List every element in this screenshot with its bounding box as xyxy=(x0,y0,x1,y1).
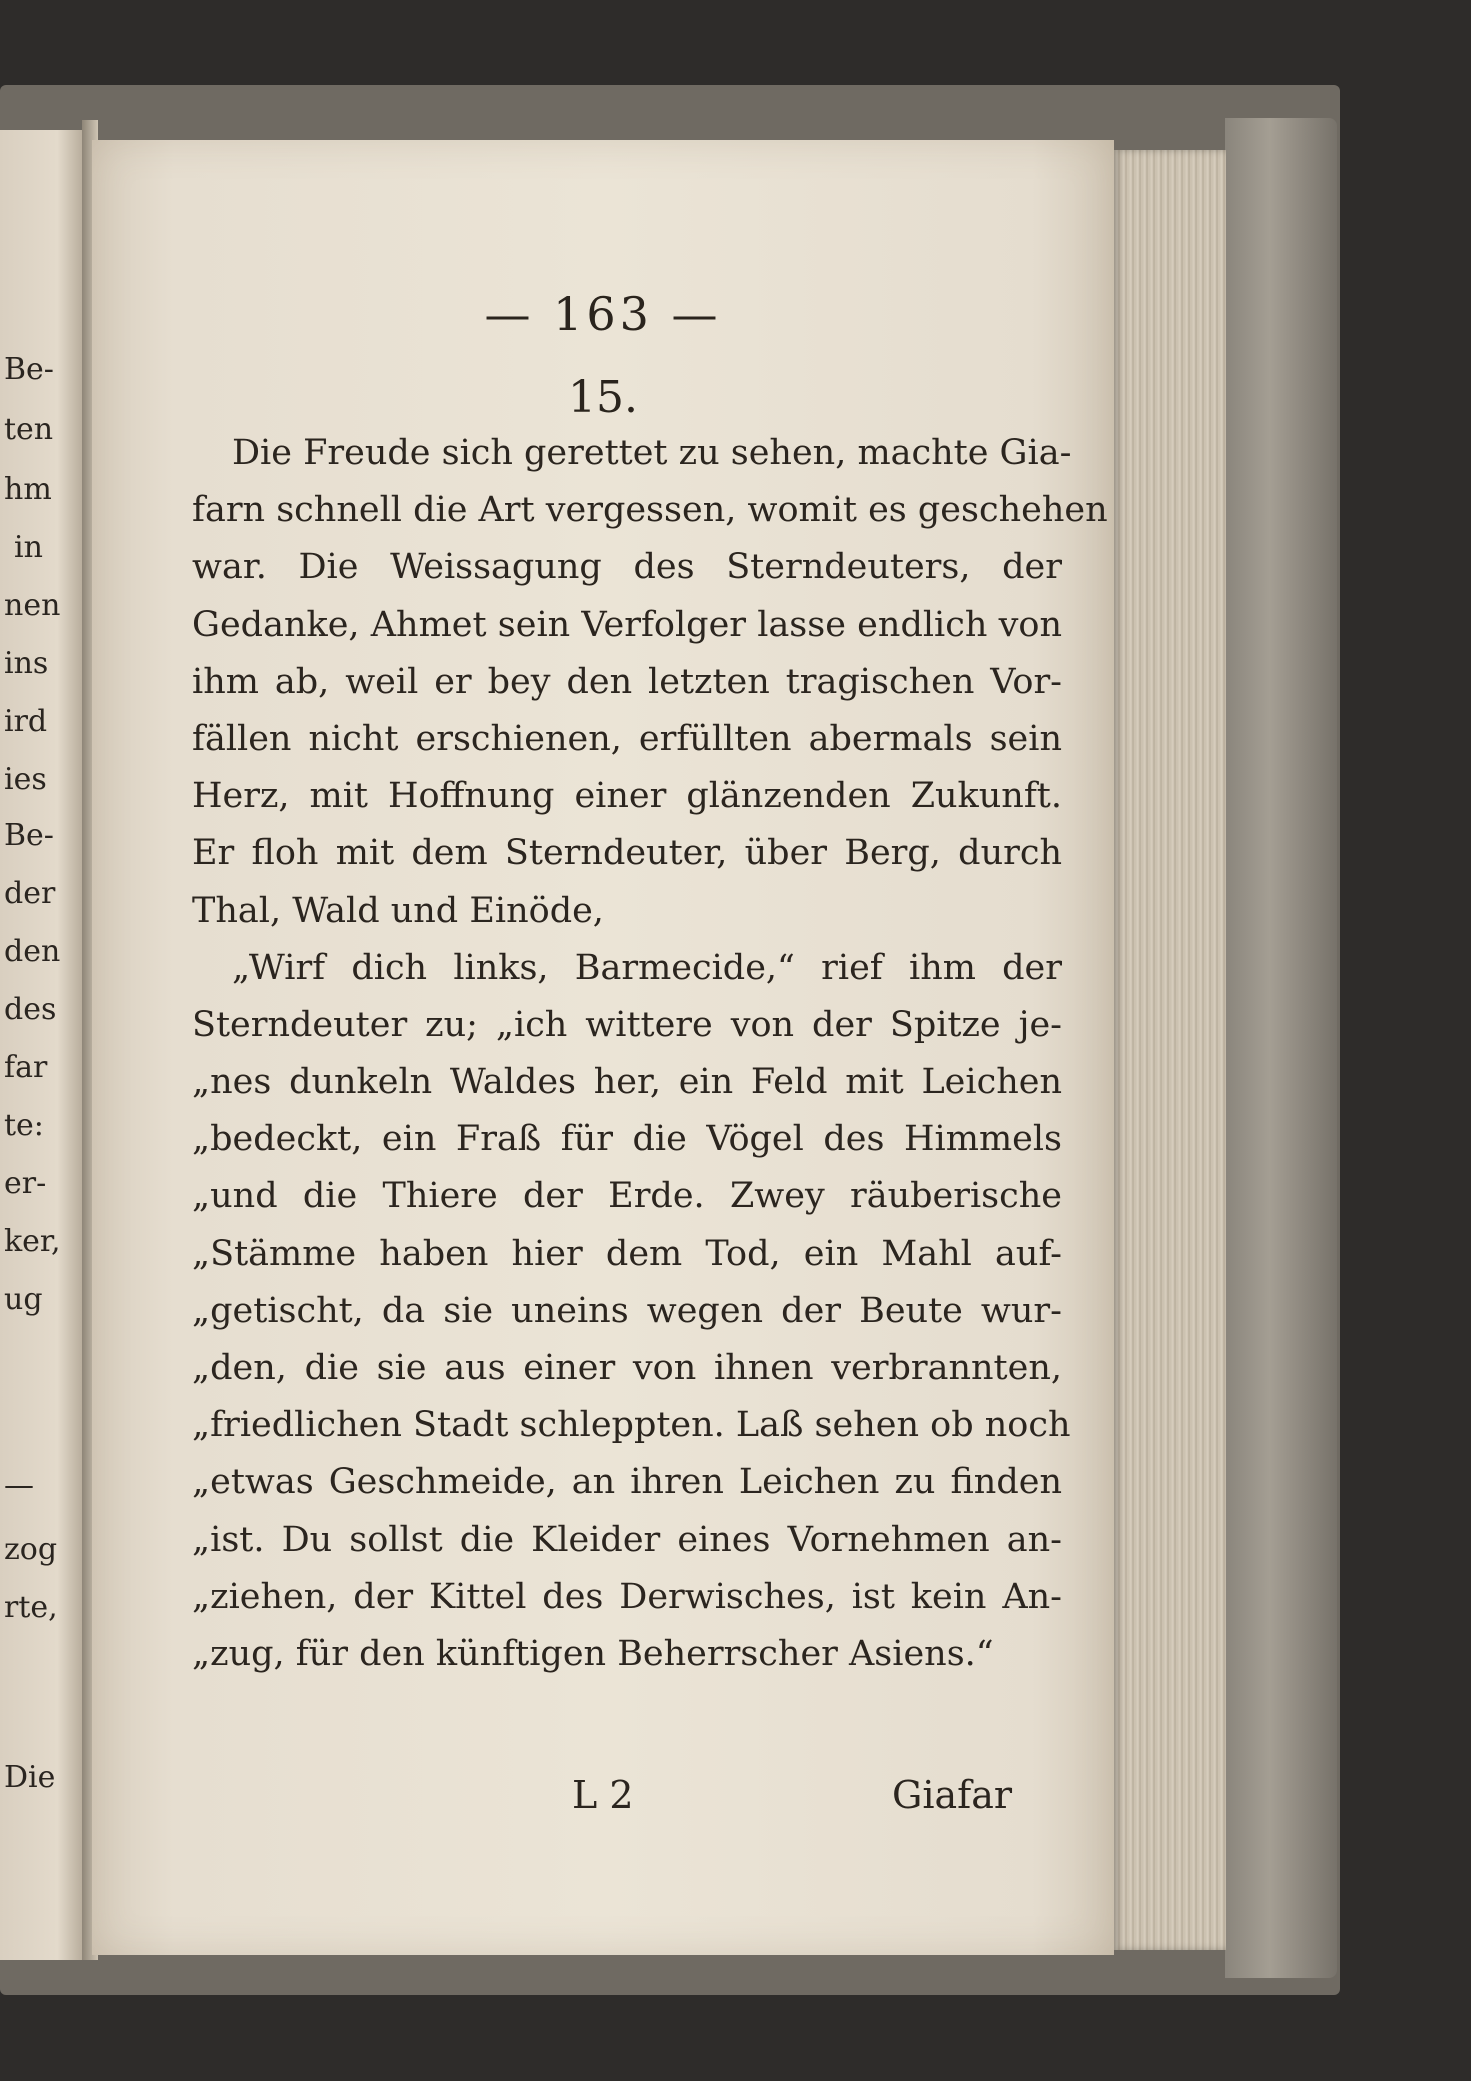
left-fragment: Be- xyxy=(4,352,54,387)
left-fragment: zog xyxy=(4,1532,58,1567)
left-fragment: Be- xyxy=(4,818,54,853)
page-number-header: — 163 — xyxy=(484,287,722,341)
left-fragment: ies xyxy=(4,762,47,797)
text-line: Die Freude sich gerettet zu sehen, machte Gia- xyxy=(232,433,1072,473)
left-fragment: in xyxy=(14,530,43,565)
left-fragment: ker, xyxy=(4,1224,61,1259)
text-line: Gedanke, Ahmet sein Verfolger lasse endlich von xyxy=(192,604,1062,645)
left-fragment: nen xyxy=(4,588,61,623)
text-line: „getischt, da sie uneins wegen der Beute wur- xyxy=(192,1290,1062,1331)
left-fragment: hm xyxy=(4,472,52,507)
left-fragment: ins xyxy=(4,646,49,681)
text-line: „Wirf dich links, Barmecide,“ rief ihm der xyxy=(232,947,1062,988)
text-line: war. Die Weissagung des Sterndeuters, der xyxy=(192,547,1062,588)
text-line: fällen nicht erschienen, erfüllten abermals sein xyxy=(192,718,1062,759)
left-fragment: ten xyxy=(4,412,54,447)
text-line: farn schnell die Art vergessen, womit es geschehen xyxy=(192,490,1108,531)
text-line: „nes dunkeln Waldes her, ein Feld mit Leichen xyxy=(192,1062,1062,1103)
text-line: „den, die sie aus einer von ihnen verbrannten, xyxy=(192,1348,1062,1388)
catchword: Giafar xyxy=(892,1773,1013,1817)
text-line: Sterndeuter zu; „ich wittere von der Spitze je- xyxy=(192,1004,1062,1045)
chapter-number: 15. xyxy=(568,372,638,423)
text-line: „friedlichen Stadt schleppten. Laß sehen ob noch xyxy=(192,1405,1071,1446)
text-line: Thal, Wald und Einöde, xyxy=(192,890,604,931)
left-fragment: far xyxy=(4,1050,48,1085)
book-spine-edge xyxy=(1225,118,1337,1978)
page-body-text xyxy=(192,425,1108,1683)
text-line: „Stämme haben hier dem Tod, ein Mahl auf- xyxy=(192,1233,1062,1274)
left-fragment: er- xyxy=(4,1166,47,1201)
text-line: „und die Thiere der Erde. Zwey räuberische xyxy=(192,1176,1062,1217)
left-fragment: ird xyxy=(4,704,48,739)
signature-mark: L 2 xyxy=(572,1773,634,1817)
text-line: „ist. Du sollst die Kleider eines Vornehmen an- xyxy=(192,1519,1062,1560)
text-line: „ziehen, der Kittel des Derwisches, ist kein An- xyxy=(192,1576,1062,1617)
text-line: Er floh mit dem Sterndeuter, über Berg, durch xyxy=(192,833,1062,874)
book-page xyxy=(92,140,1114,1955)
left-fragment: der xyxy=(4,876,56,911)
text-line: ihm ab, weil er bey den letzten tragischen Vor- xyxy=(192,661,1062,702)
text-line: „zug, für den künftigen Beherrscher Asiens.“ xyxy=(192,1633,994,1674)
page-fore-edge xyxy=(1114,150,1226,1950)
left-fragment: den xyxy=(4,934,61,969)
text-line: „etwas Geschmeide, an ihren Leichen zu finden xyxy=(192,1462,1062,1503)
text-line: „bedeckt, ein Fraß für die Vögel des Himmels xyxy=(192,1119,1062,1160)
left-fragment: rte, xyxy=(4,1590,58,1625)
previous-page-edge xyxy=(0,130,82,1960)
left-fragment: des xyxy=(4,992,57,1027)
left-fragment: — xyxy=(4,1468,34,1503)
left-fragment: Die xyxy=(4,1760,56,1795)
left-fragment: te: xyxy=(4,1108,44,1143)
left-fragment: ug xyxy=(4,1282,43,1317)
text-line: Herz, mit Hoffnung einer glänzenden Zukunft. xyxy=(192,776,1062,817)
